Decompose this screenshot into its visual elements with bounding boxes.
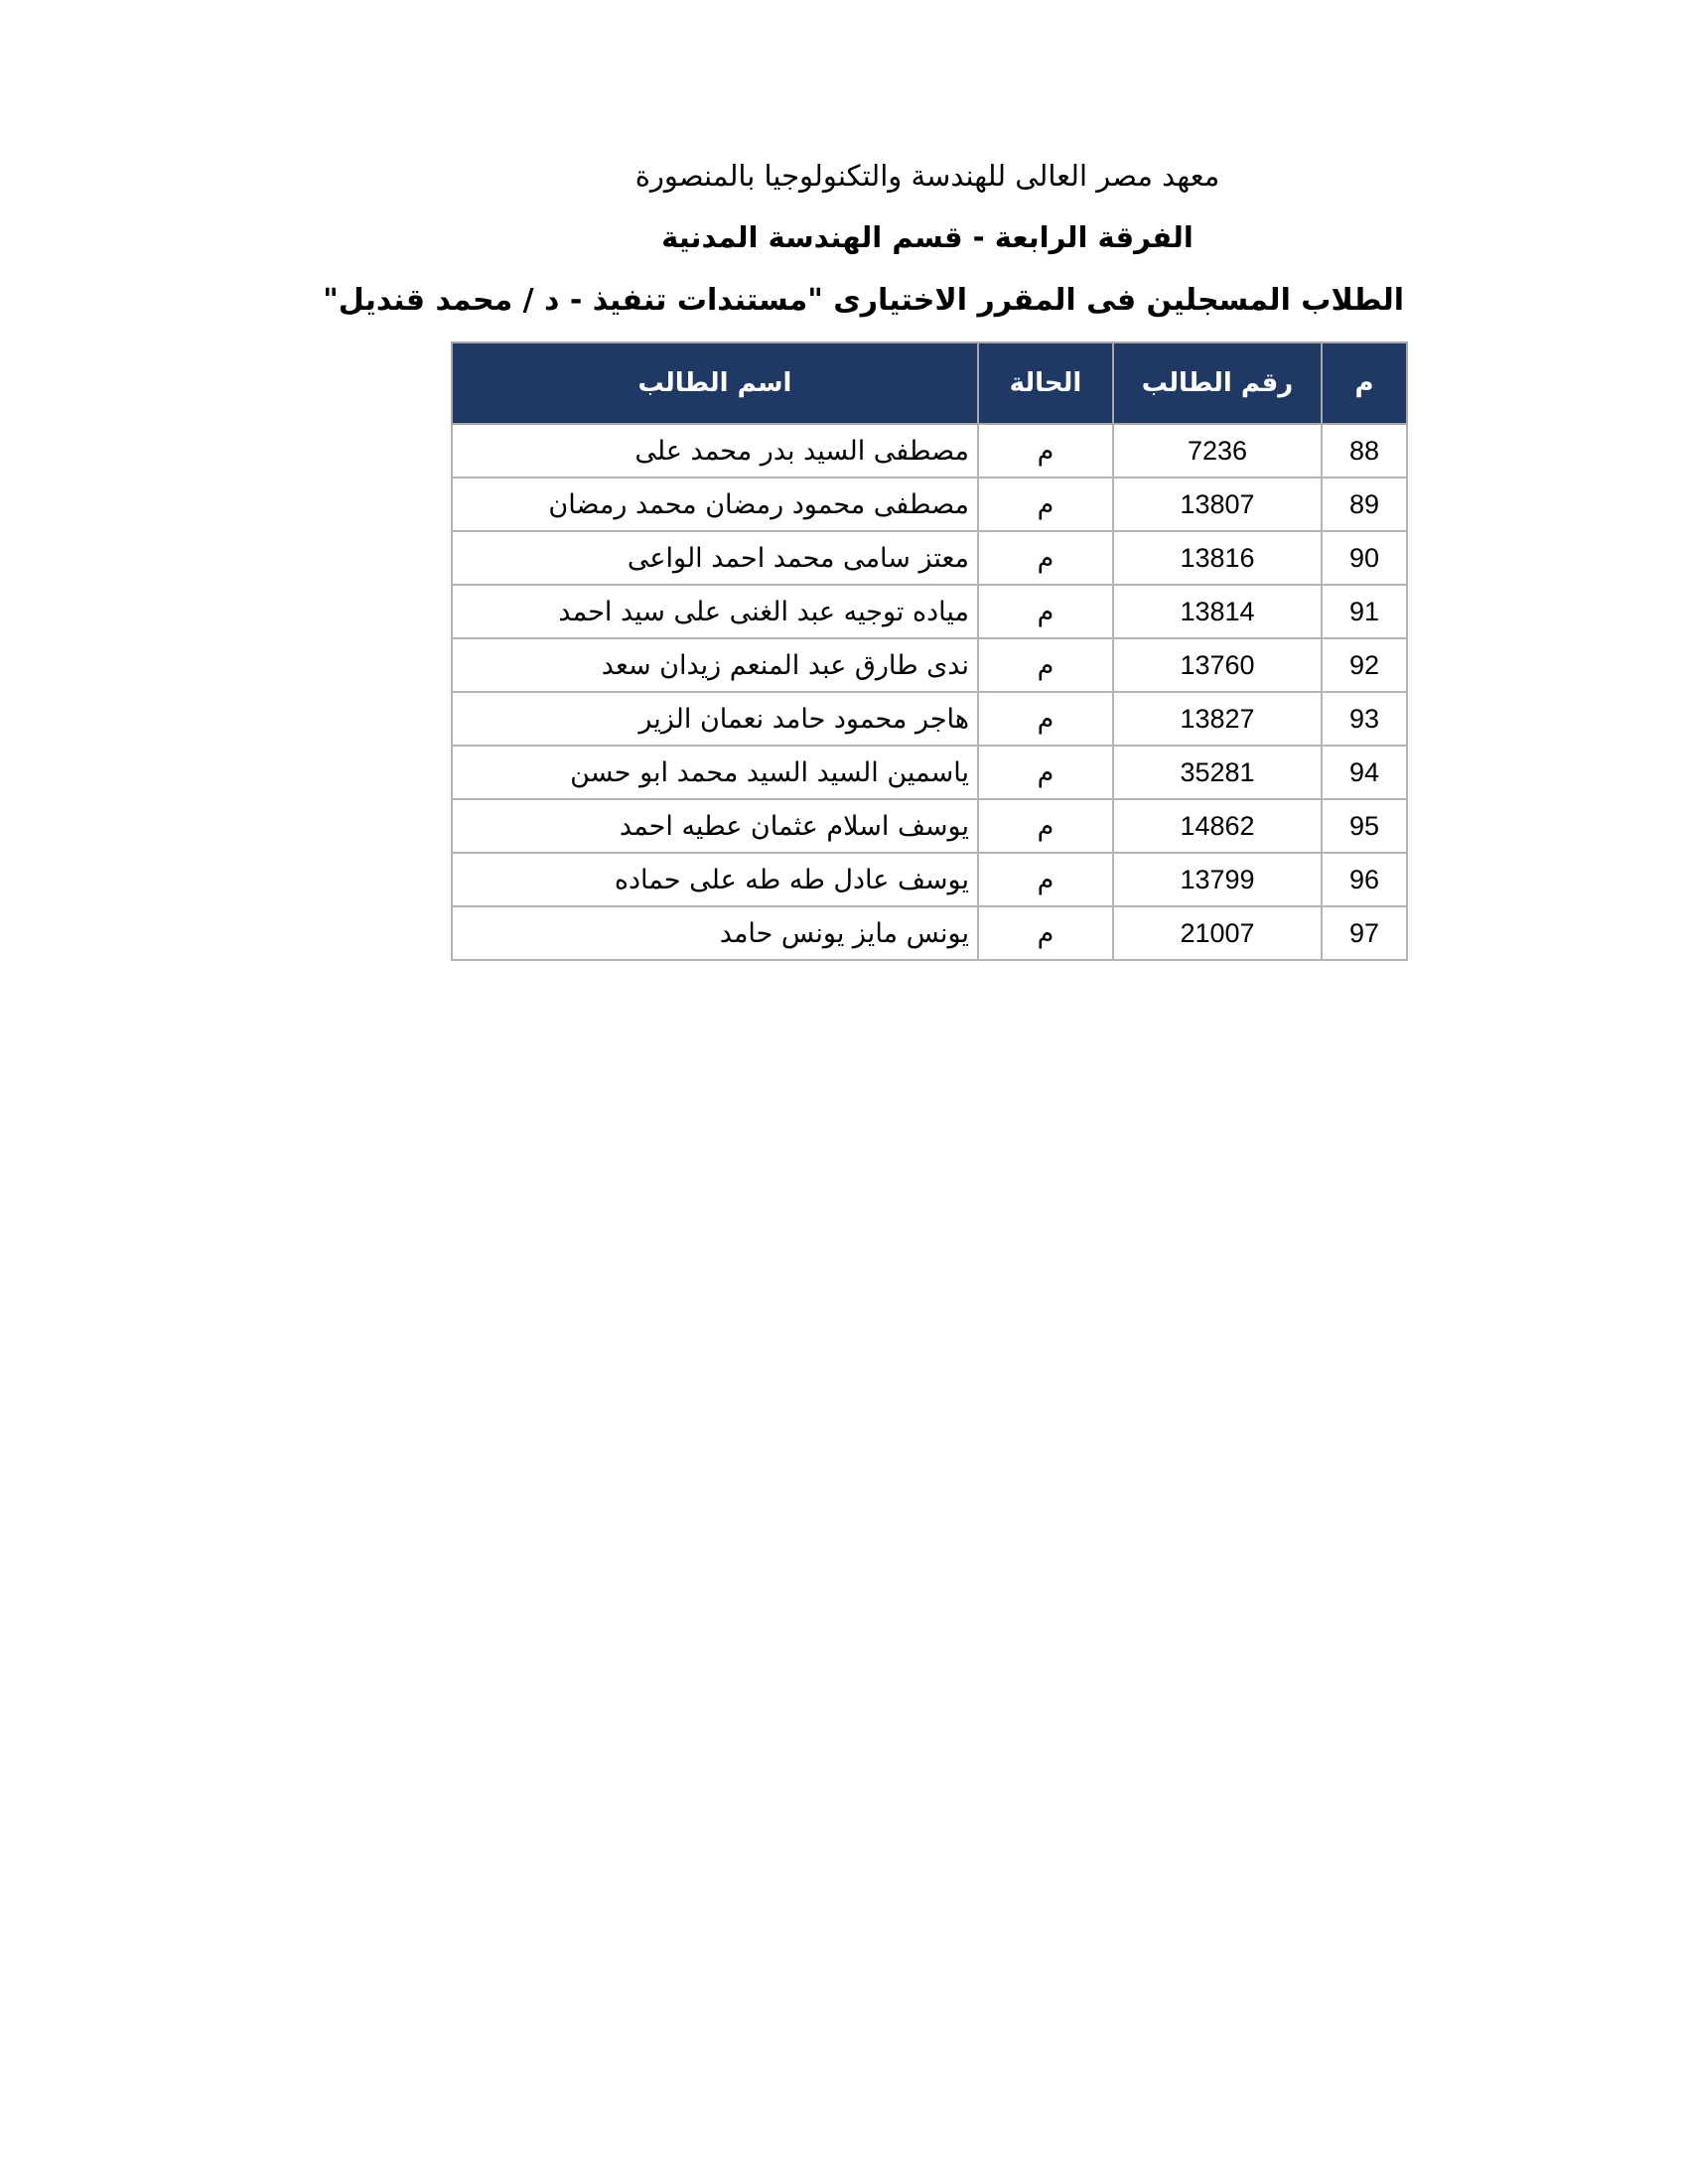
cell-student-id: 7236: [1113, 424, 1322, 478]
cell-name: مصطفى السيد بدر محمد على: [452, 424, 978, 478]
cell-student-id: 13814: [1113, 585, 1322, 638]
table-row: [452, 531, 1407, 585]
division-title: الفرقة الرابعة - قسم الهندسة المدنية: [661, 220, 1194, 254]
table-row: [452, 478, 1407, 531]
table-row: [452, 853, 1407, 906]
table-row: [452, 638, 1407, 692]
header-name: اسم الطالب: [452, 342, 978, 424]
cell-status: م: [978, 906, 1113, 960]
cell-status: م: [978, 853, 1113, 906]
cell-name: يونس مايز يونس حامد: [452, 906, 978, 960]
cell-status: م: [978, 799, 1113, 853]
cell-status: م: [978, 531, 1113, 585]
cell-index: 95: [1322, 799, 1407, 853]
course-title: الطلاب المسجلين فى المقرر الاختيارى "مستندات تنفيذ - د / محمد قنديل": [323, 283, 1404, 318]
cell-name: هاجر محمود حامد نعمان الزير: [452, 692, 978, 746]
cell-status: م: [978, 692, 1113, 746]
table-row: [452, 906, 1407, 960]
cell-name: يوسف اسلام عثمان عطيه احمد: [452, 799, 978, 853]
cell-index: 94: [1322, 746, 1407, 799]
cell-name: يوسف عادل طه طه على حماده: [452, 853, 978, 906]
students-table: [451, 341, 1408, 961]
cell-status: م: [978, 424, 1113, 478]
cell-status: م: [978, 478, 1113, 531]
cell-index: 97: [1322, 906, 1407, 960]
cell-index: 90: [1322, 531, 1407, 585]
table-row: [452, 424, 1407, 478]
cell-student-id: 13827: [1113, 692, 1322, 746]
cell-status: م: [978, 638, 1113, 692]
cell-student-id: 13816: [1113, 531, 1322, 585]
cell-name: معتز سامى محمد احمد الواعى: [452, 531, 978, 585]
table-row: [452, 585, 1407, 638]
cell-name: ندى طارق عبد المنعم زيدان سعد: [452, 638, 978, 692]
cell-name: ياسمين السيد السيد محمد ابو حسن: [452, 746, 978, 799]
cell-name: مياده توجيه عبد الغنى على سيد احمد: [452, 585, 978, 638]
cell-index: 93: [1322, 692, 1407, 746]
cell-index: 92: [1322, 638, 1407, 692]
table-header-row: [452, 342, 1407, 424]
cell-student-id: 14862: [1113, 799, 1322, 853]
cell-student-id: 13799: [1113, 853, 1322, 906]
cell-index: 96: [1322, 853, 1407, 906]
cell-student-id: 13807: [1113, 478, 1322, 531]
cell-status: م: [978, 746, 1113, 799]
table-row: [452, 692, 1407, 746]
cell-index: 88: [1322, 424, 1407, 478]
header-index: م: [1322, 342, 1407, 424]
cell-index: 91: [1322, 585, 1407, 638]
cell-status: م: [978, 585, 1113, 638]
header-student-id: رقم الطالب: [1113, 342, 1322, 424]
cell-name: مصطفى محمود رمضان محمد رمضان: [452, 478, 978, 531]
table-row: [452, 799, 1407, 853]
header-status: الحالة: [978, 342, 1113, 424]
table-body: [452, 424, 1407, 960]
table-row: [452, 746, 1407, 799]
institute-title: معهد مصر العالى للهندسة والتكنولوجيا بالمنصورة: [634, 159, 1220, 193]
cell-student-id: 21007: [1113, 906, 1322, 960]
cell-student-id: 35281: [1113, 746, 1322, 799]
cell-index: 89: [1322, 478, 1407, 531]
cell-student-id: 13760: [1113, 638, 1322, 692]
